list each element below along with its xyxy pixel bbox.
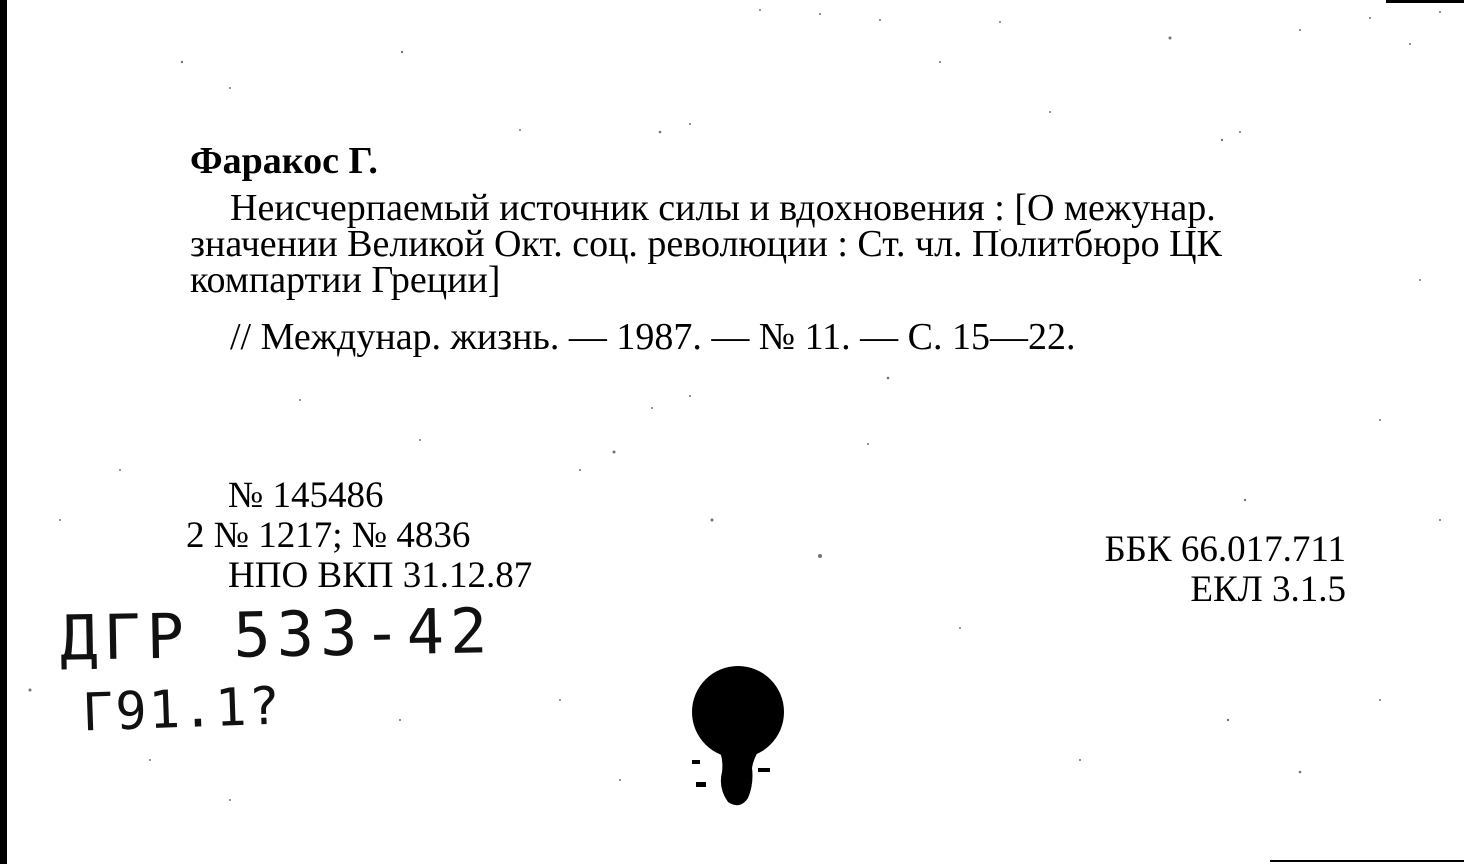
punch-hole-mark [688,664,788,814]
entry-title-line: компартии Греции] [190,259,501,301]
entry-source: // Междунар. жизнь. — 1987. — № 11. — С. 15—22. [230,316,1076,358]
record-number: № 145486 [228,475,384,516]
bbk-code: ББК 66.017.711 [1104,529,1346,570]
classification-codes [1104,530,1346,610]
handwritten-note: Г91.1? [81,676,283,744]
handwritten-shelfmark: ДГР 533-42 [59,594,494,675]
entry-title-line: значении Великой Окт. соц. революции : Ст. чл. Политбюро ЦК [190,223,1222,265]
record-refs: 2 № 1217; № 4836 [186,515,471,556]
entry-author: Фаракос Г. [190,140,378,182]
ekl-code: ЕКЛ 3.1.5 [1190,569,1346,610]
entry-title-line: Неисчерпаемый источник силы и вдохновения : [О межунар. [230,187,1216,229]
record-numbers [186,476,532,596]
entry-title [190,187,1360,301]
record-npo: НПО ВКП 31.12.87 [228,555,533,596]
